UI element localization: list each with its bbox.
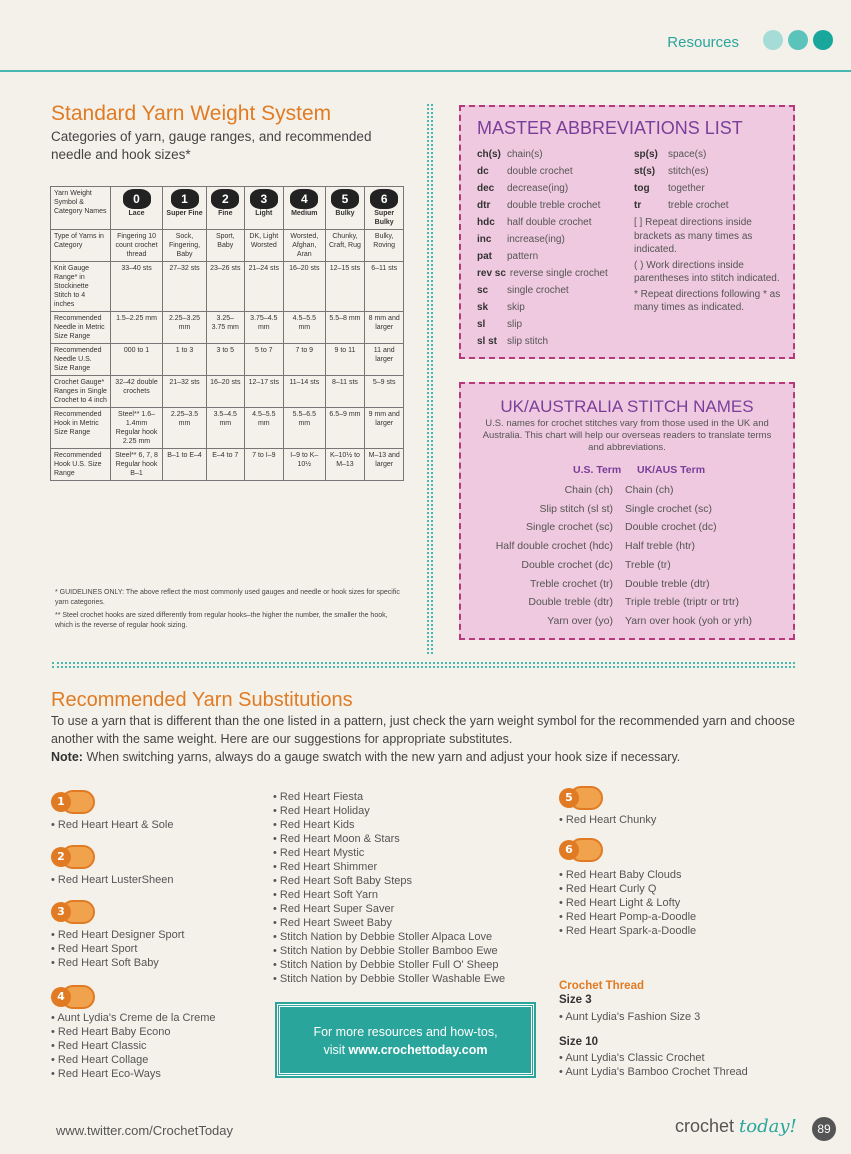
table-cell: 000 to 1	[111, 344, 163, 376]
table-footnotes	[55, 588, 405, 634]
list-item: • Red Heart Holiday	[273, 804, 505, 818]
list-item: • Red Heart Sweet Baby	[273, 916, 505, 930]
yarn-weight-2-icon: 2	[51, 845, 95, 869]
abbreviation-item: sk skip	[477, 302, 525, 313]
uk-stitch-names-intro: U.S. names for crochet stitches vary from those used in the UK and Australia. This chart will help our overseas readers to translate terms and abbreviations.	[482, 418, 772, 453]
header-rule	[0, 70, 851, 72]
abbreviations-title: MASTER ABBREVIATIONS LIST	[477, 118, 743, 138]
list-item: Yarn over (yo) Yarn over hook (yoh or yrh)	[547, 614, 753, 627]
weight-2-list	[51, 873, 174, 887]
table-cell: 3.75–4.5 mm	[244, 312, 283, 344]
yarn-weight-4-icon: 4	[51, 985, 95, 1009]
weight-name: Super Bulky	[374, 210, 395, 226]
table-cell: Sport, Baby	[206, 230, 244, 262]
yarn-weight-3-icon: 3	[51, 900, 95, 924]
weight-name: Super Fine	[166, 210, 203, 217]
vertical-divider	[427, 104, 433, 654]
weight-4-list	[51, 1011, 216, 1081]
table-cell: K–10½ to M–13	[325, 449, 365, 481]
list-item: • Red Heart Baby Econo	[51, 1025, 216, 1039]
list-item: • Red Heart LusterSheen	[51, 873, 174, 887]
substitutions-intro	[51, 712, 796, 766]
size-10-list	[559, 1051, 748, 1079]
table-row	[51, 312, 404, 344]
list-item: Single crochet (sc) Double crochet (dc)	[526, 521, 717, 534]
weight-cell-0	[111, 187, 163, 230]
weight-1-list	[51, 818, 173, 832]
list-item: • Stitch Nation by Debbie Stoller Alpaca Love	[273, 930, 505, 944]
list-item: • Red Heart Sport	[51, 942, 184, 956]
table-cell: Sock, Fingering, Baby	[163, 230, 207, 262]
table-cell: 7 to 9	[284, 344, 326, 376]
footnote-steel-hooks: ** Steel crochet hooks are sized differently from regular hooks–the higher the number, the smaller the hook, which is the reverse of regular hook sizing.	[55, 612, 388, 629]
table-cell: 3.5–4.5 mm	[206, 408, 244, 449]
list-item: • Red Heart Eco-Ways	[51, 1067, 216, 1081]
table-cell: 4.5–5.5 mm	[284, 312, 326, 344]
table-cell: 32–42 double crochets	[111, 376, 163, 408]
abbreviation-note-brackets: [ ] Repeat directions inside brackets as many times as indicated.	[634, 217, 753, 255]
yarn-weight-title: Standard Yarn Weight System	[51, 102, 332, 125]
list-item: Half double crochet (hdc) Half treble (htr)	[495, 540, 696, 553]
website-link[interactable]: www.crochettoday.com	[348, 1043, 488, 1057]
list-item: • Stitch Nation by Debbie Stoller Washable Ewe	[273, 972, 505, 986]
table-cell: 33–40 sts	[111, 262, 163, 312]
weight-cell-5	[325, 187, 365, 230]
row-label: Recommended Needle in Metric Size Range	[51, 312, 111, 344]
table-cell: Worsted, Afghan, Aran	[284, 230, 326, 262]
table-cell: 3.25–3.75 mm	[206, 312, 244, 344]
list-item: • Aunt Lydia's Creme de la Creme	[51, 1011, 216, 1025]
intro-text: To use a yarn that is different than the one listed in a pattern, just check the yarn weight symbol for the recommended yarn and choose another with the same weight. Here are our suggestions for appropriate substitutes.	[51, 714, 795, 746]
row-label: Knit Gauge Range* in Stockinette Stitch to 4 inches	[51, 262, 111, 312]
weight-cell-2	[206, 187, 244, 230]
list-item: Treble crochet (tr) Double treble (dtr)	[529, 577, 710, 590]
list-item: • Red Heart Baby Clouds	[559, 868, 696, 882]
page-number: 89	[812, 1117, 836, 1141]
list-item: • Red Heart Soft Yarn	[273, 888, 505, 902]
yarn-weight-1-icon: 1	[51, 790, 95, 814]
substitutions-title: Recommended Yarn Substitutions	[51, 689, 353, 711]
table-row	[51, 449, 404, 481]
list-item: • Red Heart Spark-a-Doodle	[559, 924, 696, 938]
table-row	[51, 230, 404, 262]
list-item: • Red Heart Super Saver	[273, 902, 505, 916]
table-cell: 6–11 sts	[365, 262, 404, 312]
crochet-thread-title: Crochet Thread	[559, 980, 644, 992]
table-cell: Bulky, Roving	[365, 230, 404, 262]
abbreviation-note-parentheses: ( ) Work directions inside parentheses into stitch indicated.	[634, 259, 780, 284]
uk-term-header: UK/AUS Term	[637, 464, 706, 476]
resources-callout[interactable]	[277, 1004, 534, 1076]
table-cell: 21–32 sts	[163, 376, 207, 408]
table-cell: 21–24 sts	[244, 262, 283, 312]
note-label: Note:	[51, 750, 83, 764]
yarn-symbol-icon: 0	[123, 189, 151, 209]
footnote-guidelines: * GUIDELINES ONLY: The above reflect the most commonly used gauges and needle or hook sizes for specific yarn categories.	[55, 589, 400, 606]
row-label: Type of Yarns in Category	[51, 230, 111, 262]
list-item: • Red Heart Soft Baby	[51, 956, 184, 970]
abbreviation-item: dc double crochet	[477, 166, 573, 177]
yarn-symbol-icon: 6	[370, 189, 398, 209]
section-label: Resources	[667, 34, 739, 51]
abbreviation-item: sl st slip stitch	[477, 336, 549, 347]
list-item: • Red Heart Mystic	[273, 846, 505, 860]
size-3-list	[559, 1010, 700, 1024]
callout-line2-prefix: visit	[323, 1043, 349, 1057]
table-cell: B–1 to E–4	[163, 449, 207, 481]
header-dot-light	[763, 30, 783, 50]
callout-line1: For more resources and how-tos,	[313, 1025, 498, 1039]
row-label: Recommended Hook in Metric Size Range	[51, 408, 111, 449]
table-cell: 2.25–3.5 mm	[163, 408, 207, 449]
table-cell: I–9 to K–10½	[284, 449, 326, 481]
weight-cell-6	[365, 187, 404, 230]
list-item: • Red Heart Heart & Sole	[51, 818, 173, 832]
weight-cell-3	[244, 187, 283, 230]
twitter-link[interactable]: www.twitter.com/CrochetToday	[56, 1123, 234, 1138]
table-row	[51, 344, 404, 376]
table-cell: 16–20 sts	[206, 376, 244, 408]
horizontal-divider	[52, 662, 795, 668]
list-item: • Aunt Lydia's Bamboo Crochet Thread	[559, 1065, 748, 1079]
table-cell: 2.25–3.25 mm	[163, 312, 207, 344]
weight-4-continued-list	[273, 790, 505, 986]
abbreviations-left-column	[477, 146, 635, 350]
header-dot-medium	[788, 30, 808, 50]
table-cell: 8 mm and larger	[365, 312, 404, 344]
list-item: • Red Heart Chunky	[559, 813, 656, 827]
table-cell: 9 to 11	[325, 344, 365, 376]
abbreviation-note-asterisk: * Repeat directions following * as many times as indicated.	[634, 288, 781, 313]
list-item: • Red Heart Fiesta	[273, 790, 505, 804]
row-label: Recommended Needle U.S. Size Range	[51, 344, 111, 376]
weight-3-list	[51, 928, 184, 970]
table-cell: 9 mm and larger	[365, 408, 404, 449]
list-item: • Red Heart Moon & Stars	[273, 832, 505, 846]
size-10-label: Size 10	[559, 1036, 598, 1048]
list-item: • Aunt Lydia's Classic Crochet	[559, 1051, 748, 1065]
table-cell: Chunky, Craft, Rug	[325, 230, 365, 262]
list-item: • Red Heart Kids	[273, 818, 505, 832]
weight-cell-1	[163, 187, 207, 230]
list-item: • Stitch Nation by Debbie Stoller Full O' Sheep	[273, 958, 505, 972]
table-cell: 4.5–5.5 mm	[244, 408, 283, 449]
list-item: • Red Heart Designer Sport	[51, 928, 184, 942]
table-cell: 12–17 sts	[244, 376, 283, 408]
table-cell: 6.5–9 mm	[325, 408, 365, 449]
abbreviation-item: sp(s) space(s)	[634, 149, 707, 160]
table-row-header: Yarn Weight Symbol & Category Names	[51, 187, 111, 230]
list-item: • Aunt Lydia's Fashion Size 3	[559, 1010, 700, 1024]
abbreviation-item: tog together	[634, 183, 705, 194]
uk-stitch-names-title: UK/AUSTRALIA STITCH NAMES	[500, 397, 754, 416]
list-item: Chain (ch) Chain (ch)	[564, 484, 674, 496]
table-row	[51, 408, 404, 449]
note-text: When switching yarns, always do a gauge swatch with the new yarn and adjust your hook size if necessary.	[86, 750, 681, 764]
abbreviation-item: dec decrease(ing)	[477, 183, 569, 194]
yarn-weight-5-icon: 5	[559, 786, 603, 810]
table-cell: 8–11 sts	[325, 376, 365, 408]
header-dots	[763, 30, 833, 50]
yarn-weight-table	[50, 186, 404, 481]
yarn-symbol-icon: 2	[211, 189, 239, 209]
list-item: • Red Heart Collage	[51, 1053, 216, 1067]
weight-5-list	[559, 813, 656, 827]
abbreviation-item: ch(s) chain(s)	[477, 149, 543, 160]
yarn-weight-6-icon: 6	[559, 838, 603, 862]
abbreviation-item: st(s) stitch(es)	[634, 166, 709, 177]
size-3-label: Size 3	[559, 994, 592, 1006]
table-row	[51, 262, 404, 312]
weight-name: Lace	[128, 210, 145, 217]
list-item: • Red Heart Soft Baby Steps	[273, 874, 505, 888]
us-term-header: U.S. Term	[573, 464, 622, 476]
yarn-symbol-icon: 5	[331, 189, 359, 209]
list-item: • Stitch Nation by Debbie Stoller Bamboo Ewe	[273, 944, 505, 958]
table-cell: 5–9 sts	[365, 376, 404, 408]
yarn-symbol-icon: 3	[250, 189, 278, 209]
yarn-symbol-icon: 1	[171, 189, 199, 209]
list-item: Double treble (dtr) Triple treble (triptr or trtr)	[528, 596, 739, 609]
list-item: • Red Heart Classic	[51, 1039, 216, 1053]
list-item: • Red Heart Light & Lofty	[559, 896, 696, 910]
table-cell: 11 and larger	[365, 344, 404, 376]
uk-stitch-names-list	[466, 481, 790, 631]
abbreviation-item: sl slip	[477, 319, 523, 330]
abbreviation-item: inc increase(ing)	[477, 234, 565, 245]
row-label: Recommended Hook U.S. Size Range	[51, 449, 111, 481]
table-cell: DK, Light Worsted	[244, 230, 283, 262]
weight-name: Bulky	[335, 210, 355, 217]
table-cell: 27–32 sts	[163, 262, 207, 312]
abbreviation-item: rev sc reverse single crochet	[477, 268, 608, 279]
table-cell: 5.5–6.5 mm	[284, 408, 326, 449]
table-cell: 16–20 sts	[284, 262, 326, 312]
yarn-weight-subtitle: Categories of yarn, gauge ranges, and recommended needle and hook sizes*	[51, 129, 372, 162]
table-cell: 12–15 sts	[325, 262, 365, 312]
table-cell: 1.5–2.25 mm	[111, 312, 163, 344]
table-cell: 5 to 7	[244, 344, 283, 376]
abbreviation-item: tr treble crochet	[634, 200, 729, 211]
table-row	[51, 376, 404, 408]
table-cell: E–4 to 7	[206, 449, 244, 481]
table-cell: 7 to I–9	[244, 449, 283, 481]
row-label: Crochet Gauge* Ranges in Single Crochet to 4 inch	[51, 376, 111, 408]
table-cell: Steel** 1.6–1.4mm Regular hook 2.25 mm	[111, 408, 163, 449]
weight-name: Medium	[291, 210, 318, 217]
table-cell: 5.5–8 mm	[325, 312, 365, 344]
table-cell: 1 to 3	[163, 344, 207, 376]
table-header-row	[51, 187, 404, 230]
abbreviation-item: dtr double treble crochet	[477, 200, 601, 211]
table-cell: M–13 and larger	[365, 449, 404, 481]
yarn-symbol-icon: 4	[290, 189, 318, 209]
abbreviation-item: pat pattern	[477, 251, 539, 262]
header-dot-dark	[813, 30, 833, 50]
list-item: • Red Heart Pomp-a-Doodle	[559, 910, 696, 924]
list-item: Slip stitch (sl st) Single crochet (sc)	[539, 502, 712, 515]
weight-name: Fine	[218, 210, 233, 217]
abbreviations-right-column	[634, 146, 784, 315]
weight-cell-4	[284, 187, 326, 230]
table-cell: Fingering 10 count crochet thread	[111, 230, 163, 262]
brand-logo: crochet today!	[675, 1116, 797, 1137]
list-item: Double crochet (dc) Treble (tr)	[521, 558, 671, 571]
list-item: • Red Heart Curly Q	[559, 882, 696, 896]
abbreviation-item: sc single crochet	[477, 285, 569, 296]
table-cell: 3 to 5	[206, 344, 244, 376]
abbreviation-item: hdc half double crochet	[477, 217, 592, 228]
weight-name: Light	[255, 210, 273, 217]
table-cell: Steel** 6, 7, 8 Regular hook B–1	[111, 449, 163, 481]
list-item: • Red Heart Shimmer	[273, 860, 505, 874]
table-cell: 23–26 sts	[206, 262, 244, 312]
weight-6-list	[559, 868, 696, 938]
table-cell: 11–14 sts	[284, 376, 326, 408]
